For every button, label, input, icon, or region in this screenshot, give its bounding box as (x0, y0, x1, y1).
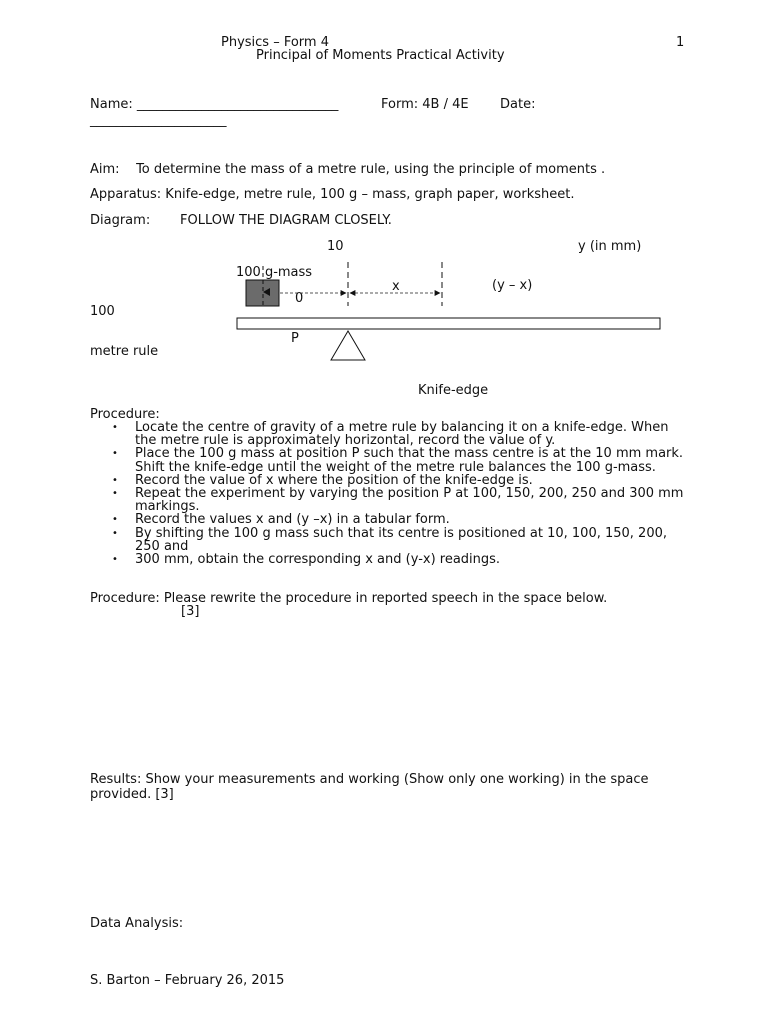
apparatus-line: Apparatus: Knife-edge, metre rule, 100 g – mass, graph paper, worksheet. (90, 187, 575, 202)
procedure-step-continued: • 300 mm, obtain the corresponding x and (y-x) readings. (90, 553, 690, 566)
knife-edge-triangle (331, 331, 365, 360)
label-y-minus-x: (y – x) (492, 278, 533, 293)
diagram-label: Diagram: (90, 213, 151, 228)
procedure-step: • Record the value of x where the position of the knife-edge is. (90, 474, 690, 487)
procedure-step: • By shifting the 100 g mass such that its centre is positioned at 10, 100, 150, 200, 250 and (90, 527, 690, 553)
label-mass: 100 g-mass (236, 265, 313, 280)
form-field: Form: 4B / 4E (381, 97, 469, 112)
procedure-list (90, 421, 690, 566)
label-y: y (in mm) (578, 239, 642, 254)
page-title: Principal of Moments Practical Activity (256, 48, 505, 63)
label-100: 100 (90, 304, 115, 319)
rewrite-instruction: Procedure: Please rewrite the procedure in reported speech in the space below. (90, 591, 608, 606)
diagram-instruction: FOLLOW THE DIAGRAM CLOSELY. (180, 213, 392, 228)
metre-rule-bar (237, 318, 660, 329)
procedure-step: • Place the 100 g mass at position P such that the mass centre is at the 10 mm mark. Shift the knife-edge until the weight of the metre rule balances the 100 g-mass. (90, 447, 690, 473)
label-x: x (392, 279, 400, 294)
label-metre-rule: metre rule (90, 344, 159, 359)
results-instruction: Results: Show your measurements and working (Show only one working) in the space provided. [3] (90, 772, 649, 802)
data-analysis-heading: Data Analysis: (90, 916, 184, 931)
rewrite-marks: [3] (181, 604, 200, 619)
label-10: 10 (327, 239, 344, 254)
date-blank: _____________________ (90, 113, 227, 128)
label-knife-edge: Knife-edge (418, 383, 489, 398)
footer: S. Barton – February 26, 2015 (90, 973, 285, 988)
label-0: 0 (295, 291, 304, 306)
procedure-step: • Locate the centre of gravity of a metre rule by balancing it on a knife-edge. When the metre rule is approximately horizontal, record the value of y. (90, 421, 690, 447)
name-field: Name: _______________________________ (90, 97, 339, 112)
procedure-heading: Procedure: (90, 407, 160, 422)
aim-line: Aim: To determine the mass of a metre rule, using the principle of moments . (90, 162, 606, 177)
subject-header: Physics – Form 4 (221, 35, 329, 50)
page-number: 1 (676, 35, 685, 50)
moments-diagram (0, 230, 768, 400)
label-p: P (291, 331, 299, 346)
date-label: Date: (500, 97, 536, 112)
procedure-step: • Repeat the experiment by varying the position P at 100, 150, 200, 250 and 300 mm markings. (90, 487, 690, 513)
procedure-step: • Record the values x and (y –x) in a tabular form. (90, 513, 690, 526)
